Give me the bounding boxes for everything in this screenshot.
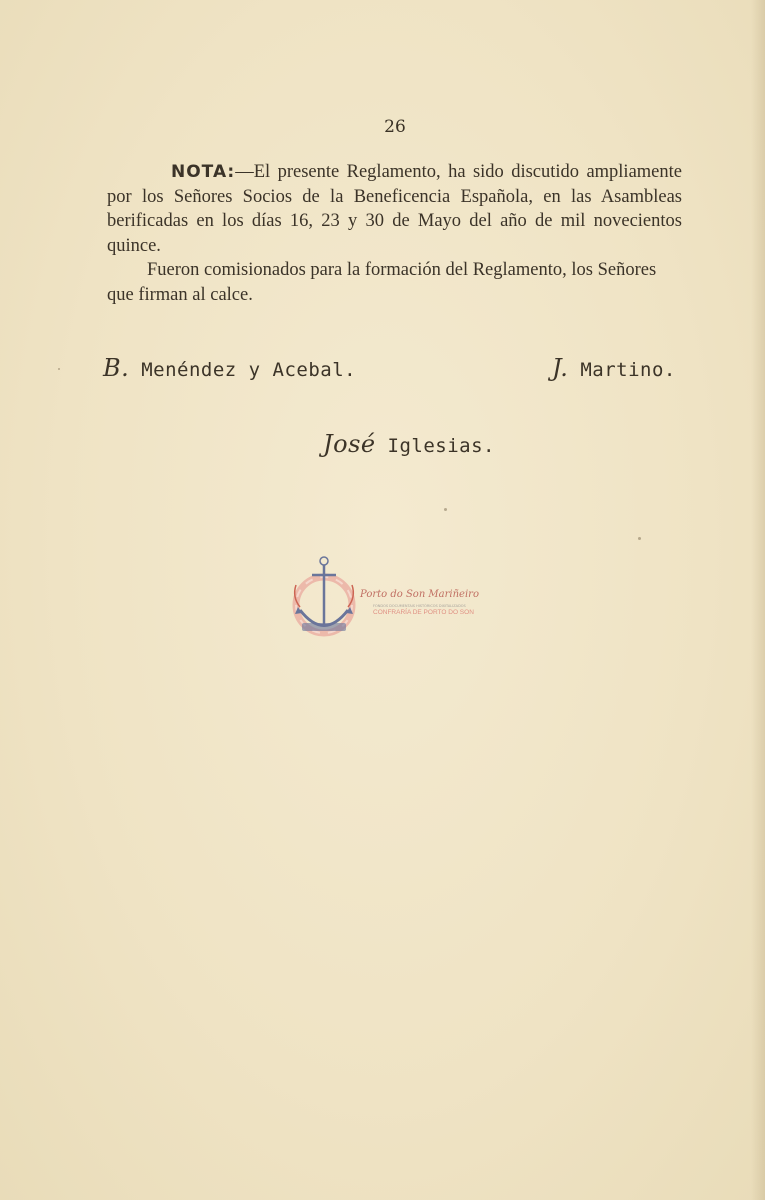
signature-name: Iglesias. [387,435,495,457]
signature-initial: B. [103,354,130,382]
stamp-organization: CONFRARÍA DE PORTO DO SON [373,609,474,616]
signature-name: Menéndez y Acebal. [141,359,357,381]
page-number: 26 [384,117,406,137]
signature-iglesias [323,430,495,458]
note-label: NOTA: [171,162,236,182]
note-paragraph-2: Fueron comisionados para la formación del Reglamento, los Señores que firman al calce. [107,260,657,305]
paper-speck [638,537,641,540]
stamp-subtitle: FONDOS DOCUMENTAIS HISTÓRICOS DIXITALIZADOS [373,604,466,608]
note-block [107,160,682,307]
signature-menendez [103,354,356,382]
archive-watermark-stamp [288,555,478,645]
paper-speck [58,368,60,370]
stamp-title: Porto do Son Mariñeiro [360,589,479,600]
signature-initial: J. [552,354,569,382]
anchor-lifebuoy-icon [288,555,368,645]
signature-initial: José [323,430,376,458]
note-paragraph-1 [107,160,682,258]
signature-martino [552,354,676,382]
signature-name: Martino. [580,359,676,381]
page-edge-shadow [751,0,765,1200]
paper-speck [444,508,447,511]
note-paragraph-1-text: —El presente Reglamento, ha sido discutido ampliamente por los Señores Socios de la Beneficencia Española, en las Asambleas berificadas en los días 16, 23 y 30 de Mayo del año de mil novecientos quince. [107,162,682,256]
